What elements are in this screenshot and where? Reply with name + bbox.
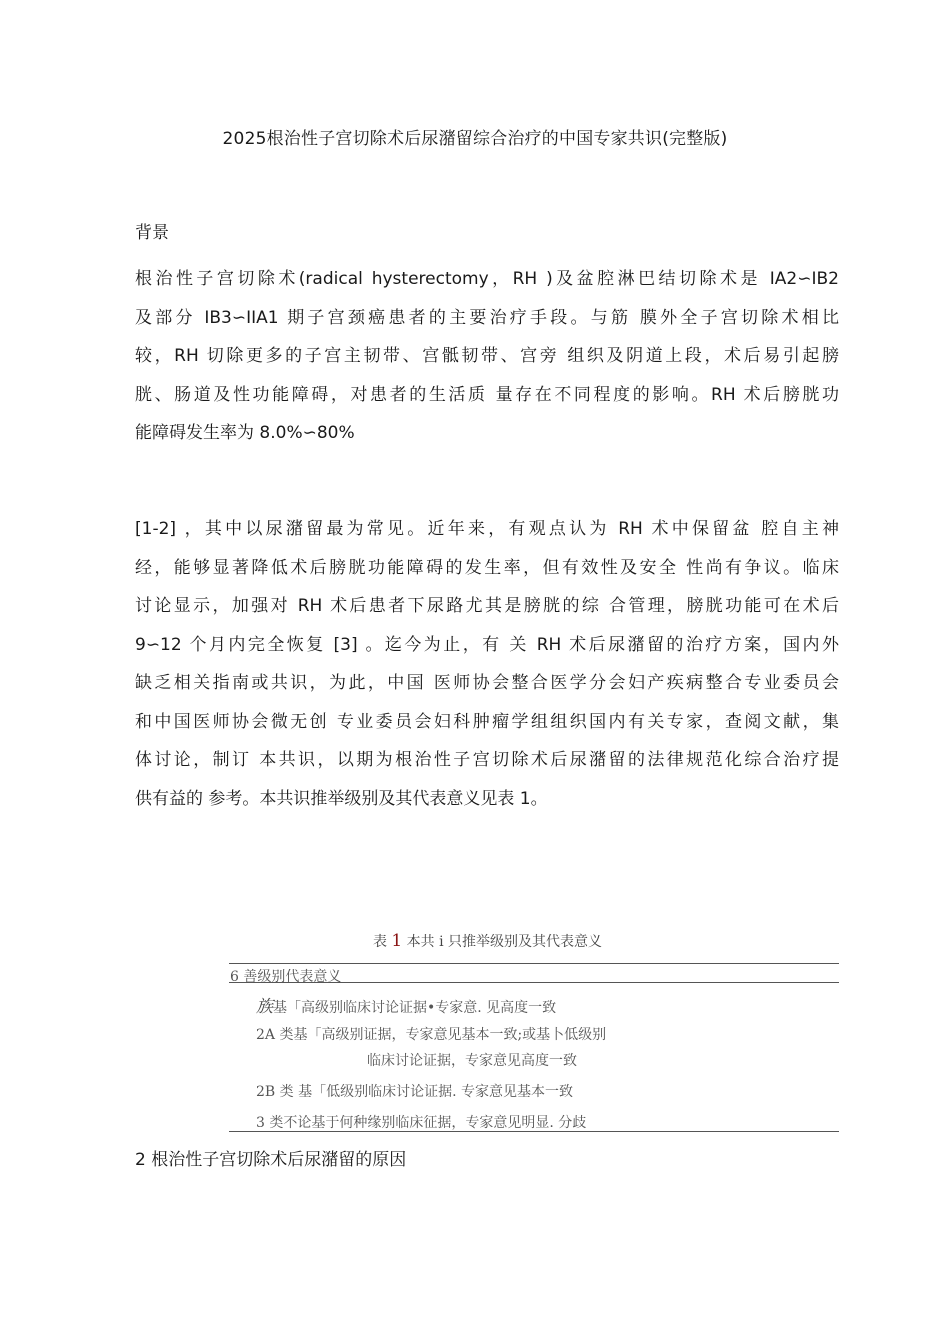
causes-heading: 2 根治性子宫切除术后尿潴留的原因 <box>135 1150 407 1170</box>
paragraph-line: 和中国医师协会微无创 专业委员会妇科肿瘤学组组织国内有关专家，查阅文献，集 <box>135 711 839 732</box>
paragraph-line: [1-2] ，其中以尿潴留最为常见。近年来，有观点认为 RH 术中保留盆 腔自主神 <box>135 519 839 539</box>
paragraph-line: 讨论显示，加强对 RH 术后患者下尿路尤其是膀胱的综 合管理，膀胱功能可在术后 <box>135 596 839 616</box>
table-bottom-rule <box>229 1131 839 1132</box>
table-row-continuation: 临床讨论证据，专家意见高度一致 <box>367 1053 577 1069</box>
table-caption-text: 本共 i 只推举级别及其代表意义 <box>406 934 603 950</box>
background-paragraph-1 <box>135 260 839 453</box>
paragraph-line: 缺乏相关指南或共识，为此，中国 医师协会整合医学分会妇产疾病整合专业委员会 <box>135 673 839 693</box>
table-row: 2B 类 基「低级别临床讨论证据. 专家意见基本一致 <box>256 1084 573 1100</box>
table-caption-number: 1 <box>391 931 403 951</box>
paragraph-line: 能障碍发生率为 8.0%∽80% <box>135 423 355 443</box>
paragraph-line: 体讨论，制订 本共识，以期为根治性子宫切除术后尿潴留的法律规范化综合治疗提 <box>135 750 839 770</box>
paragraph-line: 胱、肠道及性功能障碍，对患者的生活质 量存在不同程度的影响。RH 术后膀胱功 <box>135 384 839 405</box>
table-row: 3 类不论基于何种缘别临床征据，专家意见明显. 分歧 <box>256 1115 587 1131</box>
table-header: 6 善级别代表意义 <box>230 969 342 985</box>
table-row-text: 基「高级别临床讨论证据•专家意. 见高度一致 <box>273 1000 557 1016</box>
table-caption-prefix: 表 <box>372 934 387 950</box>
background-paragraph-2 <box>135 510 839 818</box>
paragraph-line: 及部分 IB3∽IIA1 期子宫颈癌患者的主要治疗手段。与筋 膜外全子宫切除术相比 <box>135 307 839 328</box>
table-row-lead: 族 <box>256 997 273 1017</box>
paragraph-line: 经，能够显著降低术后膀胱功能障碍的发生率，但有效性及安全 性尚有争议。临床 <box>135 557 839 578</box>
background-heading: 背景 <box>135 223 169 243</box>
table-row: 2A 类基「高级别证据，专家意见基本一致;或基卜低级别 <box>256 1027 607 1043</box>
table-row <box>256 992 556 1017</box>
paragraph-line: 9∽12 个月内完全恢复 [3] 。迄今为止，有 关 RH 术后尿潴留的治疗方案，国内外 <box>135 634 839 655</box>
paragraph-line: 根治性子宫切除术(radical hysterectomy，RH )及盆腔淋巴结切除术是 IA2∽IB2 <box>135 269 839 289</box>
table-header-rule <box>229 982 839 983</box>
paragraph-line: 较，RH 切除更多的子宫主韧带、宫骶韧带、宫旁 组织及阴道上段，术后易引起膀 <box>135 346 839 366</box>
paragraph-line: 供有益的 参考。本共识推举级别及其代表意义见表 1。 <box>135 788 548 809</box>
table-top-rule <box>229 963 839 964</box>
document-title: 2025根治性子宫切除术后尿潴留综合治疗的中国专家共识(完整版) <box>222 129 728 149</box>
table-1-caption <box>0 931 950 951</box>
